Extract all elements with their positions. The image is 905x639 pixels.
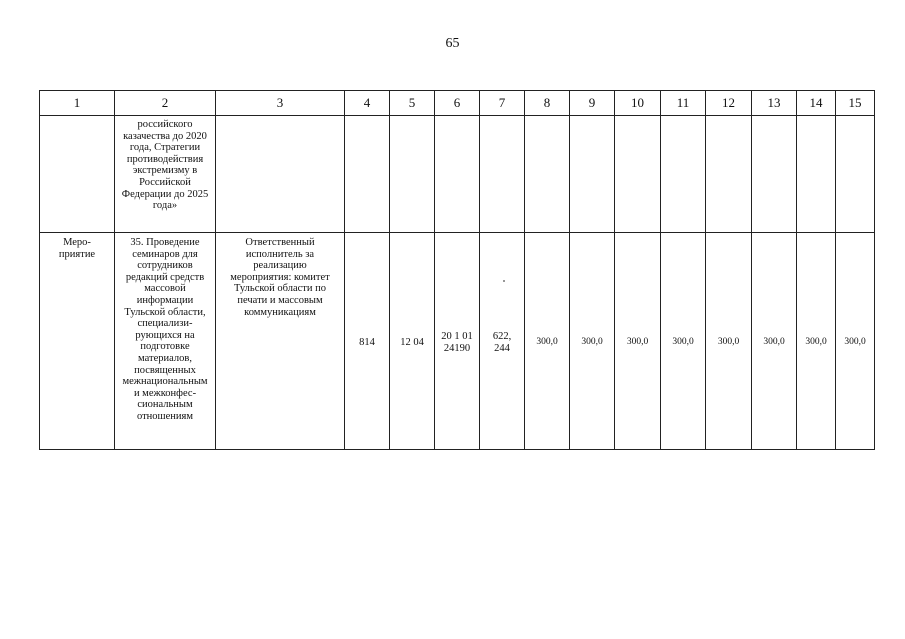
- row1-cell-9: [570, 116, 615, 233]
- row2-amount-cell: 300,0: [570, 233, 615, 450]
- row1-executor-cell: [216, 116, 345, 233]
- row2-executor-line: коммуникациям: [244, 306, 316, 318]
- row2-description-line: отношениям: [136, 410, 194, 422]
- row1-description-line: экстремизму в: [132, 165, 198, 177]
- row2-amount-cell: 300,0: [615, 233, 661, 450]
- row2-executor-line: Ответственный: [245, 237, 315, 248]
- row2-type-line: Меро-: [63, 237, 91, 248]
- row2-executor-line: Тульской области по: [233, 283, 327, 295]
- row2-description-line: Тульской области,: [124, 306, 206, 318]
- row2-expense-type-line: 244: [494, 343, 510, 354]
- column-header-10: 10: [615, 91, 661, 116]
- row2-amount-cell: 300,0: [525, 233, 570, 450]
- row1-cell-6: [435, 116, 480, 233]
- row2-description-line: и межконфес-: [133, 387, 197, 399]
- row2-target-cell: [435, 233, 480, 450]
- row1-cell-7: [480, 116, 525, 233]
- row2-code-cell: 814: [345, 233, 390, 450]
- row1-cell-12: [706, 116, 752, 233]
- row2-description-line: сотрудников: [137, 260, 193, 272]
- row2-description-line: посвященных: [134, 364, 196, 376]
- row2-executor-cell: [216, 233, 345, 450]
- row2-type-cell: [40, 233, 115, 450]
- row2-target-line: 20 1 01: [441, 331, 473, 343]
- table-row: [40, 233, 875, 450]
- column-header-7: 7: [480, 91, 525, 116]
- row1-cell-5: [390, 116, 435, 233]
- row1-description-line: российского: [137, 119, 193, 130]
- column-header-11: 11: [661, 91, 706, 116]
- row1-cell-10: [615, 116, 661, 233]
- row1-description-line: Российской: [139, 176, 191, 188]
- row2-amount-cell: 300,0: [797, 233, 836, 450]
- row1-cell-15: [836, 116, 875, 233]
- row2-expense-type-cell: [480, 233, 525, 450]
- row2-executor-line: печати и массовым: [237, 294, 323, 306]
- row2-description-line: редакций средств: [125, 271, 205, 283]
- row2-executor-line: исполнитель за: [245, 248, 315, 260]
- row2-amount-cell: 300,0: [661, 233, 706, 450]
- row2-section-cell: 12 04: [390, 233, 435, 450]
- row2-description-line: массовой: [144, 283, 186, 295]
- row1-description-line: казачества до 2020: [123, 130, 207, 142]
- row2-description-line: семинаров для: [132, 248, 198, 260]
- column-header-9: 9: [570, 91, 615, 116]
- row2-amount-cell: 300,0: [752, 233, 797, 450]
- table-header-row: [40, 91, 875, 116]
- column-header-15: 15: [836, 91, 875, 116]
- row2-description-line: межнациональным: [122, 376, 208, 388]
- row1-cell-8: [525, 116, 570, 233]
- column-header-5: 5: [390, 91, 435, 116]
- column-header-13: 13: [752, 91, 797, 116]
- row2-executor-line: мероприятия: комитет: [230, 271, 330, 283]
- page-number: 65: [445, 36, 460, 51]
- row2-description-line: сиональным: [137, 399, 193, 411]
- row2-amount-cell: 300,0: [706, 233, 752, 450]
- row2-amount-cell: 300,0: [836, 233, 875, 450]
- column-header-6: 6: [435, 91, 480, 116]
- row1-cell-11: [661, 116, 706, 233]
- budget-table: [39, 90, 875, 450]
- column-header-1: 1: [40, 91, 115, 116]
- row1-cell-13: [752, 116, 797, 233]
- row2-description-line: информации: [136, 294, 194, 306]
- row2-type-line: приятие: [58, 248, 96, 260]
- row1-description-cell: [115, 116, 216, 233]
- column-header-12: 12: [706, 91, 752, 116]
- scan-speck: [503, 280, 505, 282]
- row2-target-line: 24190: [443, 343, 471, 354]
- row1-type-cell: [40, 116, 115, 233]
- column-header-14: 14: [797, 91, 836, 116]
- table-row: [40, 116, 875, 233]
- column-header-8: 8: [525, 91, 570, 116]
- row1-description-line: противодействия: [126, 153, 204, 165]
- row1-description-line: года»: [152, 200, 178, 212]
- row2-executor-line: реализацию: [253, 260, 307, 272]
- column-header-4: 4: [345, 91, 390, 116]
- row1-cell-4: [345, 116, 390, 233]
- row1-cell-14: [797, 116, 836, 233]
- row2-description-line: подготовке: [140, 341, 190, 353]
- row2-description-line: рующихся на: [135, 329, 195, 341]
- row1-description-line: Федерации до 2025: [121, 188, 209, 200]
- row2-description-line: материалов,: [138, 352, 192, 364]
- row2-description-cell: [115, 233, 216, 450]
- row2-description-line: специализи-: [137, 318, 193, 330]
- row1-description-line: года, Стратегии: [129, 142, 201, 154]
- row2-expense-type-line: 622,: [492, 331, 512, 343]
- column-header-2: 2: [115, 91, 216, 116]
- column-header-3: 3: [216, 91, 345, 116]
- row2-description-line: 35. Проведение: [130, 237, 200, 248]
